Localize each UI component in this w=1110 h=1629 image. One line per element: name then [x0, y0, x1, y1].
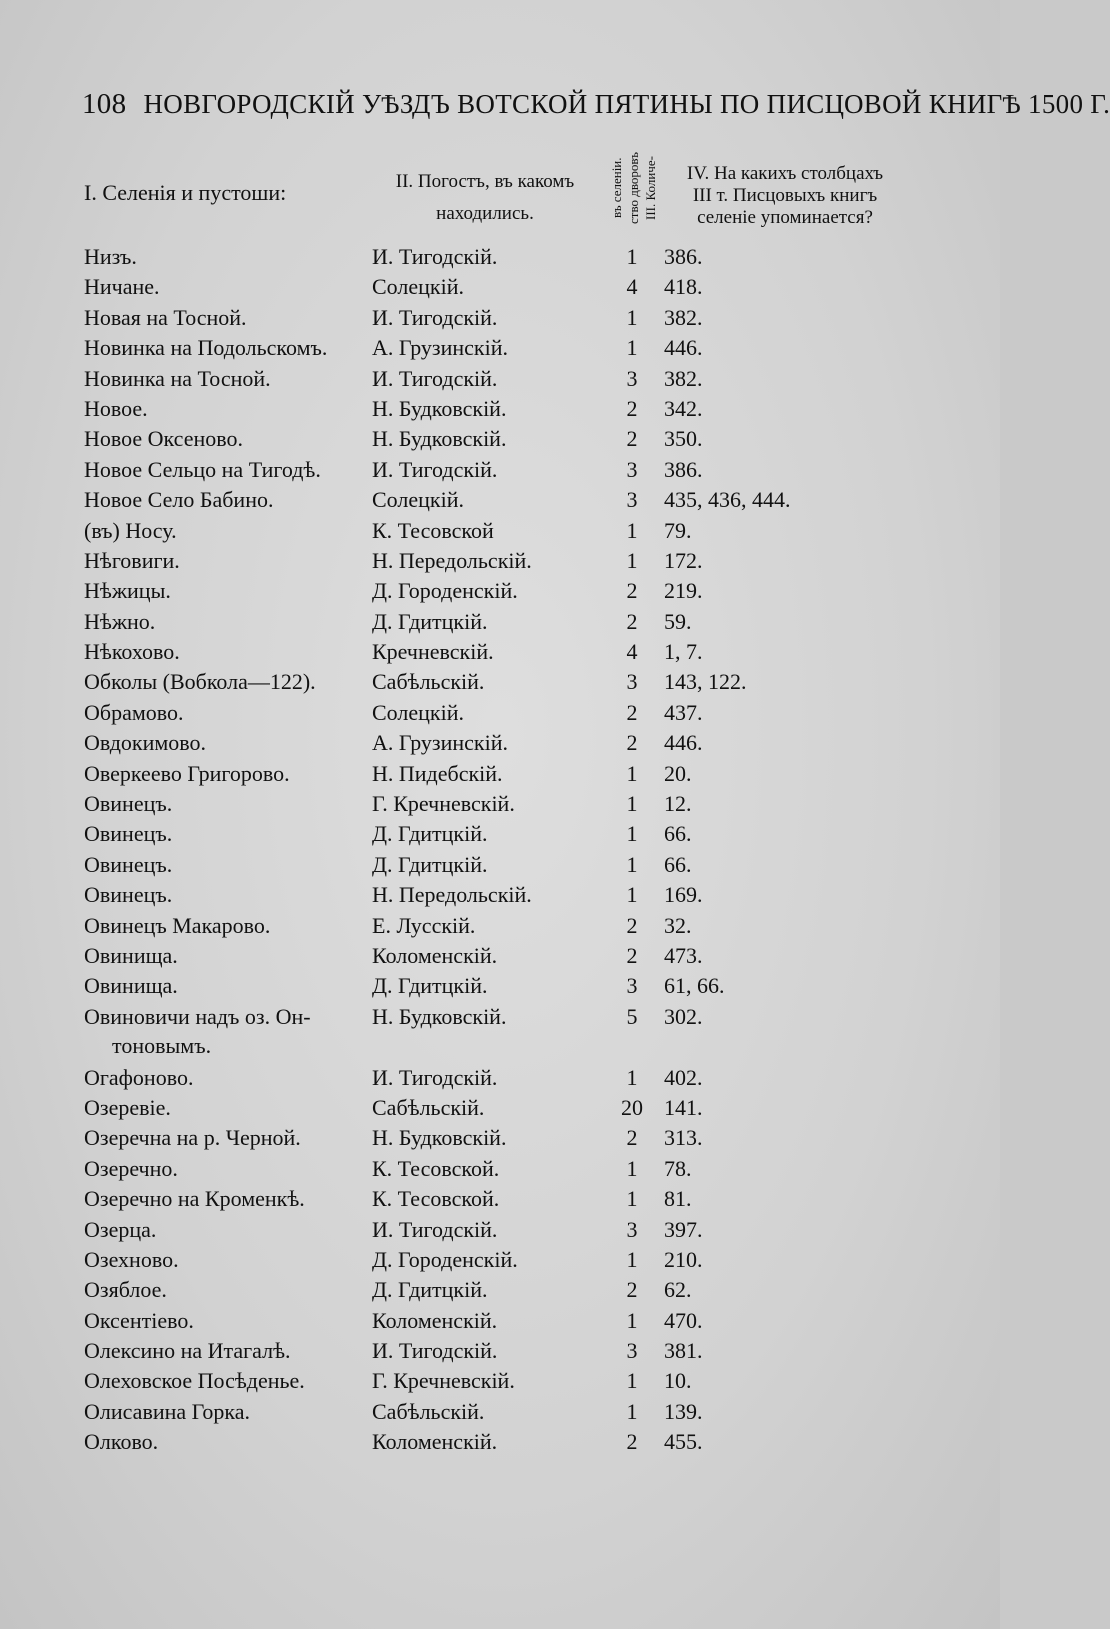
table-row [0, 1002, 1000, 1063]
pogost-name: Д. Городенскій. [372, 1246, 518, 1272]
settlement-name [84, 1063, 193, 1092]
household-count: 3 [626, 456, 638, 482]
settlement-name [84, 333, 327, 362]
column-references: 386. [664, 244, 703, 269]
settlement-name-text: Озеречно на Кроменкѣ. [84, 1186, 305, 1212]
settlement-name-text: Нѣговиги. [84, 547, 180, 573]
column-references: 59. [664, 608, 692, 634]
column-header-columns-ref-line2: III т. Писцовыхъ книгъ [692, 185, 878, 206]
household-count: 2 [626, 699, 638, 725]
settlement-name-text: Озеревіе. [84, 1094, 171, 1120]
column-references: 66. [664, 851, 692, 877]
table-row [0, 607, 1000, 637]
pogost-name: Коломенскій. [372, 1307, 498, 1333]
settlement-name-text: Огафоново. [84, 1064, 194, 1090]
pogost-name: К. Тесовской. [372, 1186, 500, 1212]
table-row [0, 941, 1000, 971]
settlement-name [84, 1123, 301, 1152]
table-row [0, 698, 1000, 728]
table-row [0, 1154, 1000, 1184]
table-row [0, 1093, 1000, 1123]
settlement-name [84, 546, 180, 575]
pogost-name: Солецкій. [372, 487, 464, 513]
settlement-name-text: Олексино на Итагалѣ. [84, 1338, 291, 1364]
settlement-name-text: Овинецъ Макарово. [84, 912, 271, 938]
household-count: 3 [626, 1338, 638, 1364]
pogost-name: И. Тигодскій. [372, 1064, 498, 1090]
household-count: 2 [626, 578, 638, 604]
pogost-name: Д. Гдитцкій. [372, 851, 488, 877]
pogost-name: Н. Будковскій. [372, 1125, 507, 1151]
column-header-households-line1: III. Количе- [642, 156, 658, 220]
settlement-name-text: Новинка на Подольскомъ. [84, 335, 328, 361]
table-row [0, 1215, 1000, 1245]
column-header-columns-ref [665, 163, 905, 229]
settlement-name [84, 1184, 305, 1213]
household-count: 1 [626, 244, 638, 269]
table-row [0, 576, 1000, 606]
table-row [0, 971, 1000, 1001]
pogost-name: И. Тигодскій. [372, 1338, 498, 1364]
settlement-name [84, 637, 180, 666]
settlement-name [84, 789, 172, 818]
settlement-name-text: Озерца. [84, 1216, 157, 1242]
page-header [82, 88, 1110, 121]
settlement-name [84, 667, 316, 696]
household-count: 1 [626, 304, 638, 330]
column-references: 418. [664, 274, 703, 300]
settlement-name-text: Олково. [84, 1429, 159, 1455]
column-header-columns-ref-line3: селеніе упоминается? [697, 207, 873, 228]
table-row [0, 424, 1000, 454]
column-header-pogost-line2: находились. [436, 203, 534, 224]
pogost-name: Сабѣльскій. [372, 669, 485, 695]
settlement-name-text: Овинецъ. [84, 821, 173, 847]
settlement-name-text: Озехново. [84, 1246, 179, 1272]
column-references: 210. [664, 1246, 703, 1272]
table-row [0, 728, 1000, 758]
settlement-name [84, 941, 178, 970]
table-row [0, 516, 1000, 546]
settlement-name [84, 364, 271, 393]
pogost-name: Г. Кречневскій. [372, 1368, 515, 1394]
table-row [0, 1275, 1000, 1305]
settlement-name [84, 1336, 291, 1365]
column-references: 1, 7. [664, 639, 703, 665]
column-references: 10. [664, 1368, 692, 1394]
household-count: 2 [626, 395, 638, 421]
settlement-name-text: Низъ. [84, 244, 137, 269]
household-count: 1 [626, 517, 638, 543]
settlement-name-text: Нѣжицы. [84, 578, 171, 604]
settlement-name [84, 880, 172, 909]
pogost-name: Д. Гдитцкій. [372, 821, 488, 847]
household-count: 1 [626, 1186, 638, 1212]
table-row [0, 911, 1000, 941]
settlement-name-text: Овинища. [84, 942, 178, 968]
column-references: 78. [664, 1155, 692, 1181]
pogost-name: И. Тигодскій. [372, 304, 498, 330]
household-count: 5 [626, 1003, 638, 1029]
household-count: 3 [626, 973, 638, 999]
settlement-name-text: Олисавина Горка. [84, 1398, 251, 1424]
pogost-name: А. Грузинскій. [372, 730, 509, 756]
page-number: 108 [82, 88, 127, 120]
column-header-pogost [365, 166, 605, 230]
pogost-name: Солецкій. [372, 274, 464, 300]
pogost-name: Н. Будковскій. [372, 426, 507, 452]
column-references: 302. [664, 1003, 703, 1029]
settlement-name-text: Овинецъ. [84, 791, 173, 817]
table-row [0, 637, 1000, 667]
column-references: 169. [664, 882, 703, 908]
pogost-name: Солецкій. [372, 699, 464, 725]
settlement-name [84, 607, 155, 636]
table-row [0, 850, 1000, 880]
settlement-name-text: Новое Село Бабино. [84, 487, 274, 513]
table-row [0, 455, 1000, 485]
settlement-name [84, 1002, 311, 1060]
column-header-settlements: I. Селенія и пустоши: [84, 180, 287, 205]
settlement-name [84, 1306, 194, 1335]
household-count: 3 [626, 487, 638, 513]
household-count: 4 [626, 274, 638, 300]
settlement-name-text: Обрамово. [84, 699, 184, 725]
table-row [0, 667, 1000, 697]
pogost-name: Сабѣльскій. [372, 1094, 485, 1120]
column-references: 446. [664, 730, 703, 756]
pogost-name: Коломенскій. [372, 942, 498, 968]
column-references: 139. [664, 1398, 703, 1424]
pogost-name: Сабѣльскій. [372, 1398, 485, 1424]
settlement-name [84, 303, 247, 332]
household-count: 1 [626, 882, 638, 908]
column-references: 12. [664, 791, 692, 817]
settlement-name-text: Новое Оксеново. [84, 426, 243, 452]
pogost-name: И. Тигодскій. [372, 244, 498, 269]
column-references: 81. [664, 1186, 692, 1212]
settlement-table [0, 242, 1000, 1458]
household-count: 2 [626, 1429, 638, 1455]
settlement-name [84, 242, 137, 271]
table-row [0, 819, 1000, 849]
household-count: 1 [626, 1246, 638, 1272]
table-row [0, 759, 1000, 789]
pogost-name: Н. Пидебскій. [372, 760, 503, 786]
table-row [0, 364, 1000, 394]
household-count: 2 [626, 942, 638, 968]
settlement-name [84, 850, 172, 879]
household-count: 1 [626, 1368, 638, 1394]
pogost-name: Кречневскій. [372, 639, 494, 665]
settlement-name [84, 272, 160, 301]
household-count: 2 [626, 1277, 638, 1303]
pogost-name: К. Тесовской [372, 517, 494, 543]
settlement-name-text: (въ) Носу. [84, 517, 177, 543]
settlement-name [84, 1427, 158, 1456]
column-references: 402. [664, 1064, 703, 1090]
column-references: 141. [664, 1094, 703, 1120]
household-count: 1 [626, 760, 638, 786]
settlement-name-text: Оверкеево Григорово. [84, 760, 290, 786]
table-row [0, 880, 1000, 910]
pogost-name: Н. Передольскій. [372, 882, 532, 908]
column-references: 381. [664, 1338, 703, 1364]
table-row [0, 1184, 1000, 1214]
column-header-households-line2: ство дворовъ [625, 152, 641, 224]
household-count: 20 [621, 1094, 643, 1120]
settlement-name [84, 1275, 167, 1304]
column-references: 61, 66. [664, 973, 725, 999]
column-references: 66. [664, 821, 692, 847]
pogost-name: И. Тигодскій. [372, 1216, 498, 1242]
column-references: 397. [664, 1216, 703, 1242]
household-count: 3 [626, 365, 638, 391]
table-row [0, 242, 1000, 272]
settlement-name-continuation: тоновымъ. [112, 1032, 212, 1058]
table-row [0, 1336, 1000, 1366]
pogost-name: Д. Гдитцкій. [372, 973, 488, 999]
settlement-name-text: Новое Сельцо на Тигодѣ. [84, 456, 321, 482]
column-references: 20. [664, 760, 692, 786]
table-row [0, 789, 1000, 819]
table-row [0, 1366, 1000, 1396]
settlement-name [84, 516, 177, 545]
column-header-households [603, 138, 663, 238]
table-row [0, 272, 1000, 302]
table-row [0, 333, 1000, 363]
household-count: 1 [626, 335, 638, 361]
column-references: 32. [664, 912, 692, 938]
column-references: 437. [664, 699, 703, 725]
pogost-name: Н. Будковскій. [372, 1003, 507, 1029]
column-references: 386. [664, 456, 703, 482]
settlement-name [84, 911, 270, 940]
settlement-name [84, 728, 206, 757]
pogost-name: Д. Городенскій. [372, 578, 518, 604]
settlement-name-text: Нѣкохово. [84, 639, 180, 665]
settlement-name [84, 485, 273, 514]
pogost-name: К. Тесовской. [372, 1155, 500, 1181]
column-references: 219. [664, 578, 703, 604]
settlement-name [84, 1154, 178, 1183]
settlement-name-text: Овинецъ. [84, 851, 173, 877]
settlement-name [84, 1397, 250, 1426]
household-count: 2 [626, 912, 638, 938]
settlement-name [84, 1366, 305, 1395]
settlement-name [84, 1245, 179, 1274]
column-references: 342. [664, 395, 703, 421]
column-references: 382. [664, 304, 703, 330]
column-header-columns-ref-line1: IV. На какихъ столбцахъ [686, 163, 884, 184]
column-header-households-line3: въ селеніи. [608, 157, 624, 219]
column-references: 62. [664, 1277, 692, 1303]
household-count: 2 [626, 1125, 638, 1151]
settlement-name-text: Озяблое. [84, 1277, 167, 1303]
settlement-name-text: Овинища. [84, 973, 178, 999]
column-references: 143, 122. [664, 669, 747, 695]
column-references: 350. [664, 426, 703, 452]
settlement-name-text: Овиновичи надъ оз. Он- [84, 1003, 311, 1029]
pogost-name: Н. Будковскій. [372, 395, 507, 421]
table-row [0, 485, 1000, 515]
column-references: 172. [664, 547, 703, 573]
pogost-name: Е. Лусскій. [372, 912, 476, 938]
settlement-name-text: Оксентіево. [84, 1307, 194, 1333]
household-count: 2 [626, 730, 638, 756]
column-references: 313. [664, 1125, 703, 1151]
column-references: 470. [664, 1307, 703, 1333]
settlement-name-text: Олеховское Посѣденье. [84, 1368, 305, 1394]
settlement-name-text: Овдокимово. [84, 730, 207, 756]
household-count: 1 [626, 547, 638, 573]
column-references: 446. [664, 335, 703, 361]
running-title: НОВГОРОДСКІЙ УѢЗДЪ ВОТСКОЙ ПЯТИНЫ ПО ПИСЦОВОЙ КНИГѢ 1500 Г. [143, 89, 1110, 119]
settlement-name [84, 971, 178, 1000]
pogost-name: Д. Гдитцкій. [372, 1277, 488, 1303]
settlement-name-text: Новая на Тосной. [84, 304, 247, 330]
settlement-name [84, 394, 148, 423]
household-count: 1 [626, 1155, 638, 1181]
column-references: 79. [664, 517, 692, 543]
pogost-name: Д. Гдитцкій. [372, 608, 488, 634]
column-references: 382. [664, 365, 703, 391]
household-count: 1 [626, 821, 638, 847]
household-count: 3 [626, 1216, 638, 1242]
table-row [0, 1427, 1000, 1457]
settlement-name [84, 455, 321, 484]
table-row [0, 1123, 1000, 1153]
pogost-name: Г. Кречневскій. [372, 791, 515, 817]
column-references: 473. [664, 942, 703, 968]
column-references: 455. [664, 1429, 703, 1455]
pogost-name: Коломенскій. [372, 1429, 498, 1455]
table-row [0, 303, 1000, 333]
table-row [0, 394, 1000, 424]
settlement-name-text: Озеречно. [84, 1155, 178, 1181]
table-row [0, 546, 1000, 576]
pogost-name: И. Тигодскій. [372, 456, 498, 482]
settlement-name-text: Озеречна на р. Черной. [84, 1125, 301, 1151]
settlement-name-text: Новое. [84, 395, 148, 421]
settlement-name [84, 576, 171, 605]
pogost-name: А. Грузинскій. [372, 335, 509, 361]
settlement-name [84, 698, 184, 727]
settlement-name-text: Ничане. [84, 274, 160, 300]
household-count: 1 [626, 1307, 638, 1333]
household-count: 2 [626, 608, 638, 634]
settlement-name-text: Овинецъ. [84, 882, 173, 908]
settlement-name [84, 1215, 156, 1244]
settlement-name [84, 759, 290, 788]
table-row [0, 1245, 1000, 1275]
table-row [0, 1063, 1000, 1093]
settlement-name [84, 1093, 171, 1122]
household-count: 1 [626, 1398, 638, 1424]
settlement-name [84, 819, 172, 848]
household-count: 1 [626, 851, 638, 877]
household-count: 2 [626, 426, 638, 452]
column-header-pogost-line1: II. Погостъ, въ какомъ [395, 171, 575, 192]
household-count: 1 [626, 791, 638, 817]
household-count: 4 [626, 639, 638, 665]
household-count: 3 [626, 669, 638, 695]
pogost-name: И. Тигодскій. [372, 365, 498, 391]
column-references: 435, 436, 444. [664, 487, 791, 513]
pogost-name: Н. Передольскій. [372, 547, 532, 573]
settlement-name [84, 424, 243, 453]
table-row [0, 1397, 1000, 1427]
settlement-name-text: Новинка на Тосной. [84, 365, 271, 391]
household-count: 1 [626, 1064, 638, 1090]
settlement-name-text: Нѣжно. [84, 608, 156, 634]
table-row [0, 1306, 1000, 1336]
settlement-name-text: Обколы (Вобкола—122). [84, 669, 316, 695]
